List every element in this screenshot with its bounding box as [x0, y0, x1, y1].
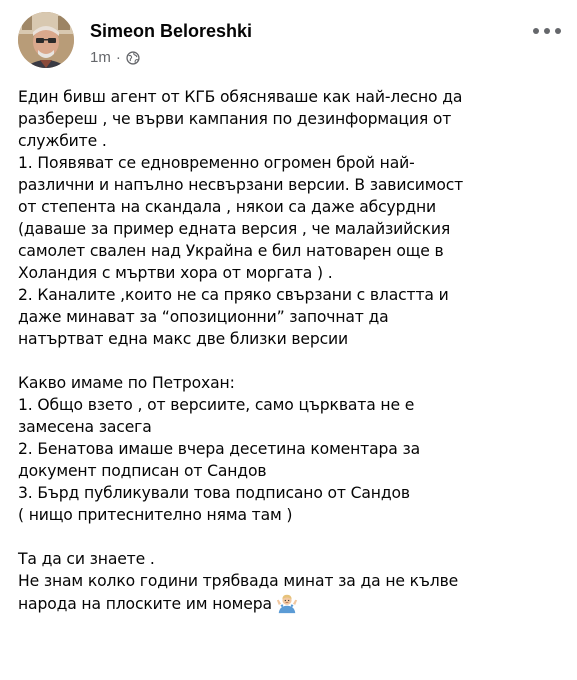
post-text-line-with-emoji [18, 592, 566, 614]
post-text-line: Един бивш агент от КГБ обясняваше как най-лесно да [18, 88, 463, 106]
post-text-line: 1. Появяват се едновременно огромен брой най- [18, 154, 415, 172]
post-text-line: натъртват една макс две близки версии [18, 330, 348, 348]
post-text-line: Какво имаме по Петрохан: [18, 374, 235, 392]
post-text-line: различни и напълно несвързани версии. В зависимост [18, 176, 464, 194]
person-shrugging-emoji [276, 592, 298, 614]
post-text-line: службите . [18, 132, 107, 150]
post-text-line: самолет свален над Украйна е бил натоварен още в [18, 242, 444, 260]
post-text-line: 2. Каналите ,които не са пряко свързани с властта и [18, 286, 449, 304]
post-meta [90, 49, 140, 66]
post-body [18, 86, 566, 614]
post-text: народа на плоските им номера [18, 595, 272, 613]
post-text-line: Холандия с мъртви хора от моргата ) . [18, 264, 333, 282]
post-text-line: от степента на скандала , някои са даже абсурдни [18, 198, 437, 216]
blank-line [18, 526, 566, 548]
post-text-line: ( нищо притеснително няма там ) [18, 506, 293, 524]
author-avatar[interactable] [18, 12, 74, 68]
post-text-line: замесена засега [18, 418, 152, 436]
post-text-line: даже минават за “опозиционни” започнат да [18, 308, 389, 326]
post-text-line: документ подписан от Сандов [18, 462, 267, 480]
post-text-line: 1. Общо взето , от версиите, само църквата не е [18, 396, 415, 414]
avatar-photo [18, 12, 74, 68]
more-options-icon[interactable] [533, 24, 561, 38]
post-header [18, 12, 563, 68]
post-text-line: разбереш , че върви кампания по дезинформация от [18, 110, 452, 128]
post-text-line: Не знам колко години трябвада минат за да не кълве [18, 572, 459, 590]
post-text-line: (даваше за пример едната версия , че малайзийския [18, 220, 451, 238]
post-text-line: Та да си знаете . [18, 550, 155, 568]
globe-icon[interactable] [126, 51, 140, 65]
blank-line [18, 350, 566, 372]
post-timestamp[interactable]: 1m [90, 49, 111, 66]
post-text-line: 2. Бенатова имаше вчера десетина коментара за [18, 440, 421, 458]
meta-separator: · [115, 49, 121, 66]
author-name[interactable]: Simeon Beloreshki [90, 21, 253, 41]
post-text-line: 3. Бърд публикували това подписано от Сандов [18, 484, 410, 502]
